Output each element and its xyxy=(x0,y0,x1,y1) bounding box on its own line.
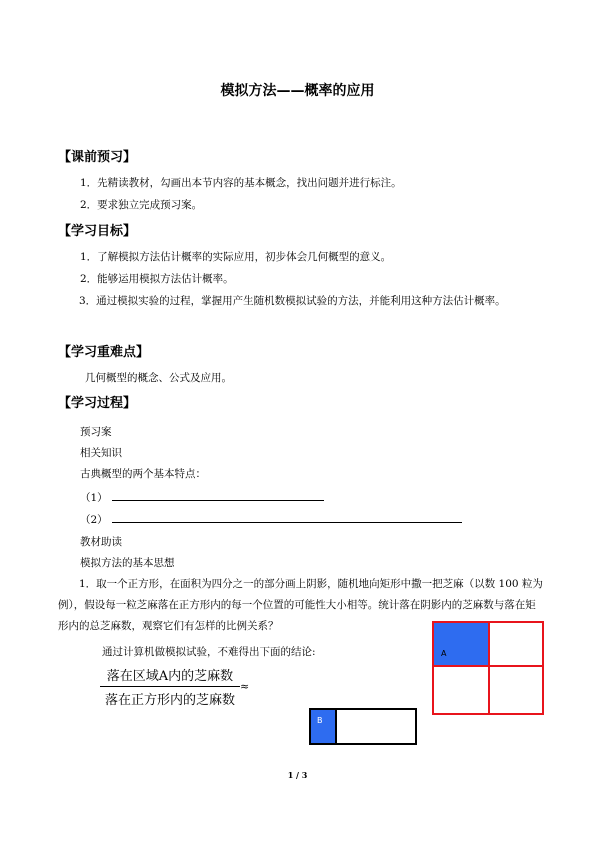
fraction-denominator: 落在正方形内的芝麻数 xyxy=(104,693,235,708)
approx-sign: ≈ xyxy=(240,680,250,693)
heading-key: 【学习重难点】 xyxy=(58,345,150,360)
blank-2-underline xyxy=(112,512,462,523)
heading-goals: 【学习目标】 xyxy=(58,224,137,239)
gudian-label: 古典概型的两个基本特点： xyxy=(80,468,206,480)
goal-item-1: 1．了解模拟方法估计概率的实际应用，初步体会几何概型的意义。 xyxy=(80,251,392,263)
blank-line-2 xyxy=(80,512,462,527)
fraction xyxy=(100,665,240,708)
grid-cell-top-left xyxy=(432,621,490,667)
rect-divider xyxy=(335,710,337,743)
grid-figure-a xyxy=(432,621,544,715)
para-1: 1．取一个正方形，在面积为四分之一的部分画上阴影，随机地向矩形中撒一把芝麻（以数 100 粒为例），假设每一粒芝麻落在正方形内的每一个位置的可能性大小相等。统计落在阴影内的芝麻数与落在矩形内的总芝麻数，观察它们有怎样的比例关系？ xyxy=(58,578,543,632)
fraction-numerator: 落在区域A内的芝麻数 xyxy=(100,665,240,687)
goal-item-3: 3．通过模拟实验的过程，掌握用产生随机数模拟试验的方法，并能利用这种方法估计概率。 xyxy=(79,295,506,307)
page-title: 模拟方法——概率的应用 xyxy=(220,83,375,99)
preview-item-1: 1．先精读教材，勾画出本节内容的基本概念，找出问题并进行标注。 xyxy=(80,177,402,189)
heading-preview: 【课前预习】 xyxy=(58,150,137,165)
blank-1-label: （1） xyxy=(80,492,108,504)
goal-item-2: 2．能够运用模拟方法估计概率。 xyxy=(80,273,234,285)
label-a: A xyxy=(441,649,447,658)
shaded-region-b xyxy=(311,710,335,743)
label-b: B xyxy=(317,716,323,725)
grid-divider-horizontal xyxy=(432,665,544,667)
yuxi-label: 预习案 xyxy=(80,426,112,438)
jiaocai-label: 教材助读 xyxy=(80,536,122,548)
blank-1-underline xyxy=(112,490,324,501)
key-text: 几何概型的概念、公式及应用。 xyxy=(85,372,232,384)
jibensixiang-label: 模拟方法的基本思想 xyxy=(80,557,175,569)
page-number: 1 / 3 xyxy=(287,770,308,780)
heading-process: 【学习过程】 xyxy=(58,396,137,411)
grid-divider-vertical xyxy=(488,621,490,715)
blank-line-1 xyxy=(80,490,324,505)
xiangguan-label: 相关知识 xyxy=(80,447,122,459)
computer-sentence: 通过计算机做模拟试验，不难得出下面的结论: xyxy=(102,646,316,658)
preview-item-2: 2．要求独立完成预习案。 xyxy=(80,199,203,211)
rect-figure-b xyxy=(309,708,417,745)
blank-2-label: （2） xyxy=(80,514,108,526)
